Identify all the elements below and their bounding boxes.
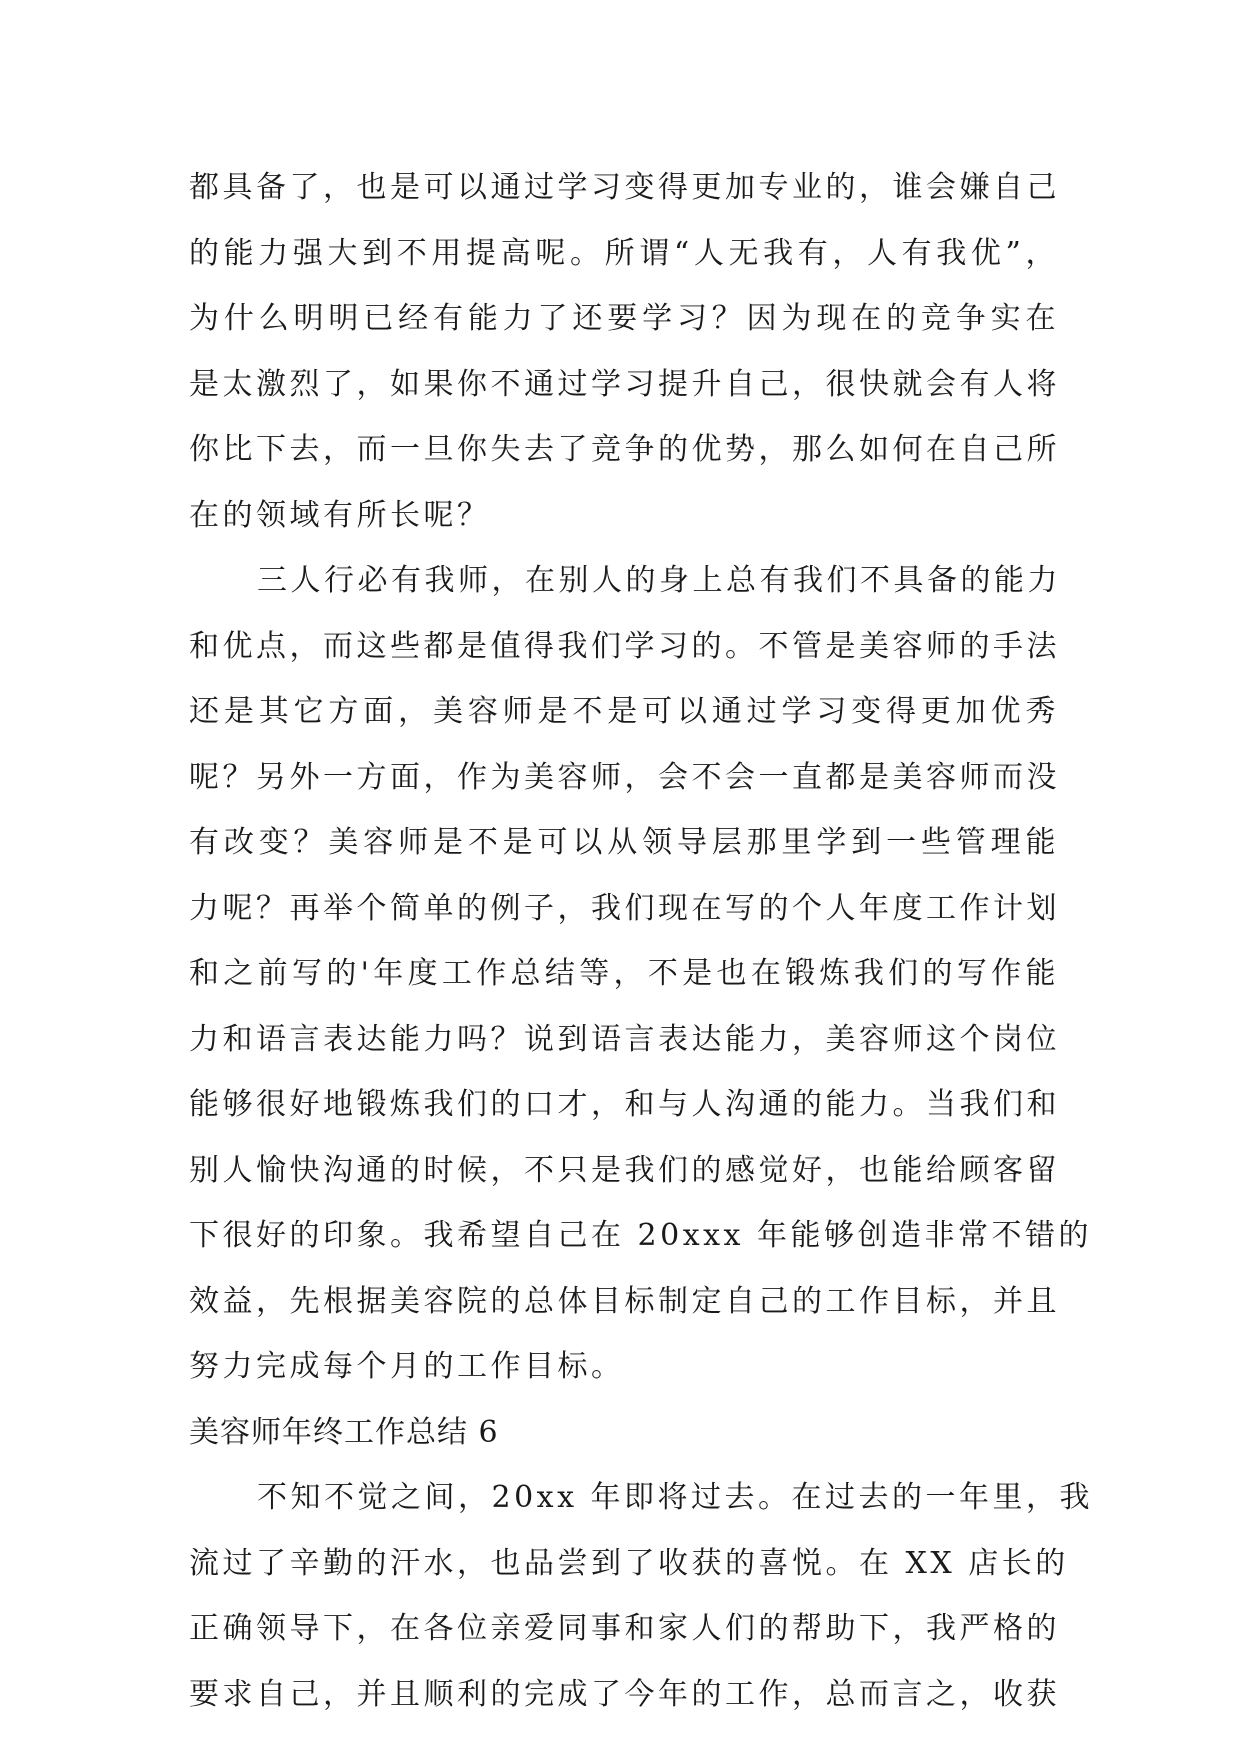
text-line: 下很好的印象。我希望自己在 20xxx 年能够创造非常不错的 (189, 1218, 1093, 1253)
text-line: 能够很好地锻炼我们的口才，和与人沟通的能力。当我们和 (189, 1087, 1060, 1122)
text-line: 还是其它方面，美容师是不是可以通过学习变得更加优秀 (189, 694, 1059, 729)
text-line: 你比下去，而一旦你失去了竞争的优势，那么如何在自己所 (189, 432, 1060, 467)
text-line: 流过了辛勤的汗水，也品尝到了收获的喜悦。在 XX 店长的 (189, 1545, 1069, 1581)
text-line: 力呢？再举个简单的例子，我们现在写的个人年度工作计划 (189, 890, 1060, 926)
text-line: 呢？另外一方面，作为美容师，会不会一直都是美容师而没 (189, 759, 1060, 795)
text-line: 都具备了，也是可以通过学习变得更加专业的，谁会嫌自己 (189, 170, 1060, 205)
document-body (189, 155, 1094, 1727)
text-line: 力和语言表达能力吗？说到语言表达能力，美容师这个岗位 (189, 1021, 1060, 1057)
text-line: 不知不觉之间，20xx 年即将过去。在过去的一年里，我 (257, 1480, 1094, 1515)
text-line: 正确领导下，在各位亲爱同事和家人们的帮助下，我严格的 (189, 1611, 1060, 1646)
text-line: 在的领域有所长呢？ (189, 497, 491, 533)
text-line: 别人愉快沟通的时候，不只是我们的感觉好，也能给顾客留 (189, 1152, 1060, 1188)
text-line: 有改变？美容师是不是可以从领导层那里学到一些管理能 (189, 825, 1059, 860)
text-line: 为什么明明已经有能力了还要学习？因为现在的竞争实在 (189, 301, 1059, 336)
text-line: 的能力强大到不用提高呢。所谓“人无我有，人有我优”， (189, 235, 1059, 271)
text-line: 和优点，而这些都是值得我们学习的。不管是美容师的手法 (189, 628, 1060, 664)
text-line: 努力完成每个月的工作目标。 (189, 1349, 625, 1384)
text-line: 三人行必有我师，在别人的身上总有我们不具备的能力 (257, 563, 1061, 598)
paragraph-1 (189, 155, 1059, 548)
paragraph-2 (189, 548, 1093, 1400)
text-line: 是太激烈了，如果你不通过学习提升自己，很快就会有人将 (189, 366, 1060, 402)
paragraph-3 (189, 1465, 1094, 1727)
text-line: 和之前写的'年度工作总结等，不是也在锻炼我们的写作能 (189, 956, 1059, 991)
section-heading: 美容师年终工作总结 6 (189, 1414, 499, 1450)
text-line: 效益，先根据美容院的总体目标制定自己的工作目标，并且 (189, 1283, 1060, 1319)
text-line: 要求自己，并且顺利的完成了今年的工作，总而言之，收获 (189, 1676, 1060, 1712)
